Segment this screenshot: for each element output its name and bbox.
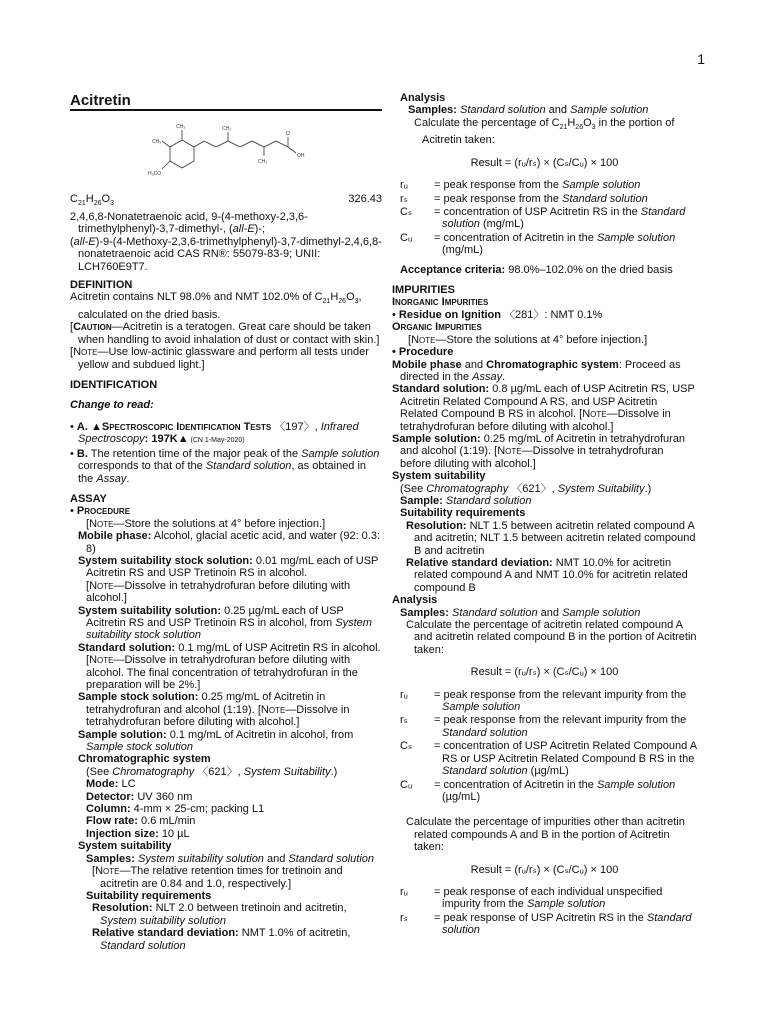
system-suitability-samples: Samples: System suitability solution and Standard solution	[86, 852, 375, 865]
definition-row	[400, 689, 697, 715]
assay-result-formula: Result = (rᵤ/rₛ) × (Cₛ/Cᵤ) × 100	[470, 156, 619, 169]
chemical-name-alt: (all-E)-9-(4-Methoxy-2,3,6-trimethylphenyl)-3,7-dimethyl-2,4,6,8-nonatetraenoic acid CAS RN®: 55079-83-9; UNII: LCH760E9T7.	[70, 235, 382, 273]
identification-heading: IDENTIFICATION	[70, 379, 158, 392]
definition-text: = peak response of USP Acitretin RS in the Standard solution	[434, 911, 692, 937]
definition-symbol: rₛ	[400, 911, 408, 924]
impurities-calculation-1: Calculate the percentage of acitretin related compound A and acitretin related compound B in the portion of Acitretin taken:	[406, 619, 697, 656]
mobile-phase: Mobile phase: Alcohol, glacial acetic acid, and water (92: 0.3: 8)	[78, 530, 381, 555]
methyl-label: CH₃	[152, 139, 162, 146]
definition-symbol: rₛ	[400, 192, 408, 205]
definition-row	[400, 912, 697, 938]
system-suitability-stock-note: [Note—Dissolve in tetrahydrofuran before diluting with alcohol.]	[86, 579, 351, 605]
molecular-formula: $C_{21}H_{26}O_3$	[70, 193, 114, 208]
impurities-store-note: [Note—Store the solutions at 4° before injection.]	[408, 333, 648, 346]
definition-symbol: rᵤ	[400, 688, 408, 701]
definition-row	[400, 206, 697, 232]
definition-symbol: Cₛ	[400, 206, 413, 219]
impurities-result-formula-1: Result = (rᵤ/rₛ) × (Cₛ/Cᵤ) × 100	[470, 666, 619, 679]
caution-note: [Caution—Acitretin is a teratogen. Great care should be taken when handling to avoid inhalation of dust or contact with skin.]	[70, 321, 380, 346]
mode: Mode: LC	[86, 778, 136, 791]
definition-row	[400, 179, 697, 192]
definition-row	[400, 193, 697, 206]
methyl-label: CH₃	[258, 159, 268, 166]
monograph-title: Acitretin	[70, 95, 382, 111]
definition-text: = concentration of USP Acitretin Related Compound A RS or USP Acitretin Related Compound B RS in the Standard solution (µg/mL)	[434, 740, 697, 778]
definition-text: Acitretin contains NLT 98.0% and NMT 102.0% of $C_{21}H_{26}O_3$, calculated on the dried basis.	[70, 291, 362, 322]
relative-standard-deviation: Relative standard deviation: NMT 1.0% of acitretin, Standard solution	[92, 927, 351, 952]
chemical-structure	[70, 119, 382, 187]
sample-solution: Sample solution: 0.1 mg/mL of Acitretin in alcohol, from Sample stock solution	[78, 728, 354, 754]
impurities-chromatography-reference: (See Chromatography 〈621〉, System Suitability.)	[400, 482, 652, 495]
acceptance-criteria: Acceptance criteria: 98.0%–102.0% on the dried basis	[400, 263, 673, 276]
methoxy-label: H₃CO	[148, 171, 162, 178]
definition-text: = concentration of Acitretin in the Sample solution (mg/mL)	[434, 231, 676, 257]
detector: Detector: UV 360 nm	[86, 790, 193, 803]
left-column	[70, 92, 382, 952]
definition-symbol: rᵤ	[400, 179, 408, 192]
definition-row	[400, 740, 697, 778]
residue-on-ignition: • Residue on Ignition 〈281〉: NMT 0.1%	[392, 308, 603, 321]
definition-symbol: Cₛ	[400, 740, 413, 753]
impurities-analysis: Analysis	[392, 594, 438, 607]
standard-solution: Standard solution: 0.1 mg/mL of USP Acitretin RS in alcohol. [Note—Dissolve in tetrahydrofuran before diluting with alcohol. The final concentration of tetrahydrofuran in the preparation will be 2%.]	[78, 641, 381, 691]
change-to-read: Change to read:	[70, 399, 154, 412]
impurities-result-formula-2: Result = (rᵤ/rₛ) × (Cₛ/Cᵤ) × 100	[470, 863, 619, 876]
glassware-note: [Note—Use low-actinic glassware and perform all tests under yellow and subdued light.]	[70, 346, 369, 371]
methyl-label: CH₃	[222, 126, 232, 133]
impurities-heading: IMPURITIES	[392, 284, 455, 297]
assay-procedure: • Procedure	[70, 505, 131, 518]
chromatography-reference: (See Chromatography 〈621〉, System Suitability.)	[86, 765, 338, 778]
oxygen-label: O	[286, 131, 290, 138]
assay-heading: ASSAY	[70, 492, 107, 505]
impurities-procedure: • Procedure	[392, 346, 454, 359]
system-suitability: System suitability	[78, 840, 172, 853]
impurities-rsd: Relative standard deviation: NMT 10.0% for acitretin related compound A and NMT 10.0% for acitretin related compound B	[406, 557, 688, 594]
flow-rate: Flow rate: 0.6 mL/min	[86, 815, 196, 828]
assay-calculation: Calculate the percentage of $C_{21}H_{26}O_3$ in the portion of Acitretin taken:	[414, 116, 675, 147]
definition-symbol: Cᵤ	[400, 778, 413, 791]
hydroxyl-label: OH	[297, 153, 305, 160]
chemical-name: 2,4,6,8-Nonatetraenoic acid, 9-(4-methoxy-2,3,6-trimethylphenyl)-3,7-dimethyl-, (all-E)-;	[70, 211, 308, 236]
impurities-resolution: Resolution: NLT 1.5 between acitretin related compound A and acitretin; NLT 1.5 between acitretin related compound B and acitretin	[406, 519, 696, 557]
page-number: 1	[697, 51, 705, 67]
definition-symbol: rₛ	[400, 714, 408, 727]
sample-stock-solution: Sample stock solution: 0.25 mg/mL of Acitretin in tetrahydrofuran and alcohol (1:19). [Note—Dissolve in tetrahydrofuran before diluting with alcohol.]	[78, 691, 350, 729]
definition-text: = concentration of Acitretin in the Sample solution (µg/mL)	[434, 778, 676, 803]
inorganic-impurities: Inorganic Impurities	[392, 296, 489, 309]
column: Column: 4-mm × 25-cm; packing L1	[86, 803, 265, 816]
definition-text: = peak response from the Sample solution	[434, 179, 641, 192]
impurities-suitability-requirements: Suitability requirements	[400, 507, 526, 520]
impurities-system-suitability: System suitability	[392, 470, 486, 483]
chromatographic-system: Chromatographic system	[78, 753, 211, 766]
impurities-standard-solution: Standard solution: 0.8 µg/mL each of USP Acitretin RS, USP Acitretin Related Compound A RS, and USP Acitretin Related Compound B RS in alcohol. [Note—Dissolve in tetrahydrofuran before diluting with alcohol.]	[392, 383, 695, 433]
injection-size: Injection size: 10 µL	[86, 827, 190, 840]
impurities-sample: Sample: Standard solution	[400, 494, 532, 507]
impurities-definitions-2	[400, 886, 697, 938]
definition-row	[400, 886, 697, 912]
definition-text: = peak response from the Standard solution	[434, 192, 648, 205]
identification-a: • A. ▲Spectroscopic Identification Tests 〈197〉, Infrared Spectroscopy: 197K▲ (CN 1-May-2020)	[70, 420, 359, 446]
assay-analysis: Analysis	[400, 92, 446, 104]
system-suitability-stock: System suitability stock solution: 0.01 mg/mL each of USP Acitretin RS and USP Tretinoin RS in alcohol.	[78, 554, 379, 580]
identification-b: • B. The retention time of the major peak of the Sample solution corresponds to that of the Standard solution, as obtained in the Assay.	[70, 447, 380, 485]
impurities-analysis-samples: Samples: Standard solution and Sample solution	[400, 606, 641, 619]
definition-symbol: Cᵤ	[400, 231, 413, 244]
impurities-definitions-1	[400, 689, 697, 805]
definition-text: = peak response from the relevant impurity from the Sample solution	[434, 688, 687, 714]
retention-note: [Note—The relative retention times for tretinoin and acitretin are 0.84 and 1.0, respectively.]	[92, 865, 343, 890]
impurities-sample-solution: Sample solution: 0.25 mg/mL of Acitretin in tetrahydrofuran and alcohol (1:19). [Note—Dissolve in tetrahydrofuran before diluting with alcohol.]	[392, 432, 686, 470]
structure-diagram	[70, 119, 310, 187]
assay-analysis-samples: Samples: Standard solution and Sample solution	[408, 104, 649, 117]
right-column	[392, 92, 697, 938]
definition-row	[400, 232, 697, 258]
assay-store-note: [Note—Store the solutions at 4° before injection.]	[86, 517, 326, 530]
impurities-mobile-phase: Mobile phase and Chromatographic system: Proceed as directed in the Assay.	[392, 358, 681, 383]
resolution: Resolution: NLT 2.0 between tretinoin and acitretin, System suitability solution	[92, 902, 347, 927]
system-suitability-solution: System suitability solution: 0.25 µg/mL each of USP Acitretin RS and USP Tretinoin RS in alcohol, from System suitability stock solution	[78, 604, 372, 642]
definition-text: = concentration of USP Acitretin RS in the Standard solution (mg/mL)	[434, 206, 686, 231]
definition-row	[400, 714, 697, 740]
definition-text: = peak response from the relevant impurity from the Standard solution	[434, 714, 687, 739]
methyl-label: CH₃	[176, 124, 186, 131]
definition-heading: DEFINITION	[70, 279, 133, 292]
assay-definitions	[400, 179, 697, 257]
organic-impurities: Organic Impurities	[392, 321, 482, 334]
molecular-formula-row	[70, 193, 382, 211]
molecular-weight: 326.43	[348, 193, 382, 206]
impurities-calculation-2: Calculate the percentage of impurities other than acitretin related compounds A and B in the portion of Acitretin taken:	[406, 816, 685, 854]
suitability-requirements: Suitability requirements	[86, 889, 212, 902]
definition-row	[400, 779, 697, 805]
definition-text: = peak response of each individual unspecified impurity from the Sample solution	[434, 885, 663, 911]
definition-symbol: rᵤ	[400, 885, 408, 898]
